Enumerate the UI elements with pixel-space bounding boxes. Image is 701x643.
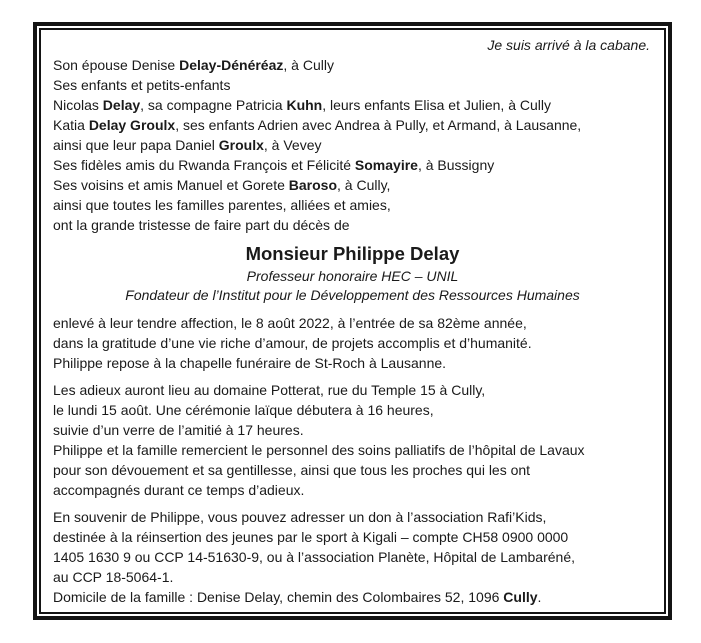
text-segment: , ses enfants Adrien avec Andrea à Pully, et Armand, à Lausanne, bbox=[175, 117, 582, 133]
text-segment: destinée à la réinsertion des jeunes par le sport à Kigali – compte CH58 0900 0000 bbox=[53, 529, 569, 545]
text-line bbox=[53, 175, 652, 195]
bold-name: Baroso bbox=[288, 177, 338, 193]
text-line bbox=[53, 215, 652, 235]
text-line bbox=[53, 460, 652, 480]
death-notice bbox=[39, 28, 666, 614]
deceased-block bbox=[53, 241, 652, 305]
epigraph-quote: Je suis arrivé à la cabane. bbox=[487, 37, 650, 53]
text-line bbox=[53, 507, 652, 527]
bold-name: Cully bbox=[503, 589, 538, 605]
text-segment: Ses fidèles amis du Rwanda François et Félicité bbox=[53, 157, 355, 173]
deceased-name: Monsieur Philippe Delay bbox=[245, 243, 460, 264]
text-segment: dans la gratitude d’une vie riche d’amour, de projets accomplis et d’humanité. bbox=[53, 335, 532, 351]
bold-name: Delay bbox=[102, 97, 141, 113]
text-segment: Katia bbox=[53, 117, 89, 133]
text-line bbox=[53, 480, 652, 500]
text-line bbox=[53, 567, 652, 587]
text-line bbox=[53, 313, 652, 333]
bold-name: Somayire bbox=[354, 157, 418, 173]
bold-name: Delay-Dénéréaz bbox=[179, 57, 284, 73]
text-segment: Ses voisins et amis Manuel et Gorete bbox=[53, 177, 289, 193]
text-line bbox=[53, 353, 652, 373]
bold-name: Kuhn bbox=[286, 97, 323, 113]
text-segment: pour son dévouement et sa gentillesse, ainsi que tous les proches qui les ont bbox=[53, 462, 531, 478]
deceased-title-profession: Professeur honoraire HEC – UNIL bbox=[246, 268, 459, 284]
bold-name: Groulx bbox=[218, 137, 264, 153]
text-line bbox=[53, 115, 652, 135]
text-segment: Ses enfants et petits-enfants bbox=[53, 77, 231, 93]
paragraph-death-details bbox=[53, 313, 652, 373]
text-line bbox=[53, 547, 652, 567]
text-line bbox=[53, 75, 652, 95]
text-line bbox=[53, 380, 652, 400]
text-segment: , sa compagne Patricia bbox=[140, 97, 287, 113]
text-line bbox=[53, 587, 652, 607]
text-line bbox=[53, 400, 652, 420]
text-segment: Philippe repose à la chapelle funéraire de St-Roch à Lausanne. bbox=[53, 355, 447, 371]
bold-name: Delay Groulx bbox=[88, 117, 176, 133]
text-segment: suivie d’un verre de l’amitié à 17 heures. bbox=[53, 422, 304, 438]
text-line bbox=[53, 333, 652, 353]
text-segment: En souvenir de Philippe, vous pouvez adresser un don à l’association Rafi’Kids, bbox=[53, 509, 547, 525]
text-line bbox=[53, 155, 652, 175]
text-segment: , à Bussigny bbox=[417, 157, 495, 173]
text-segment: ont la grande tristesse de faire part du décès de bbox=[53, 217, 350, 233]
text-line bbox=[53, 195, 652, 215]
text-segment: , leurs enfants Elisa et Julien, à Cully bbox=[322, 97, 551, 113]
text-segment: ainsi que toutes les familles parentes, alliées et amies, bbox=[53, 197, 391, 213]
text-segment: enlevé à leur tendre affection, le 8 août 2022, à l’entrée de sa 82ème année, bbox=[53, 315, 527, 331]
text-segment: 1405 1630 9 ou CCP 14-51630-9, ou à l’association Planète, Hôpital de Lambaréné, bbox=[53, 549, 575, 565]
text-segment: , à Vevey bbox=[263, 137, 322, 153]
text-segment: , à Cully, bbox=[337, 177, 391, 193]
text-line bbox=[53, 95, 652, 115]
text-segment: au CCP 18-5064-1. bbox=[53, 569, 174, 585]
paragraph-donations bbox=[53, 507, 652, 607]
text-line bbox=[53, 135, 652, 155]
text-segment: Domicile de la famille : Denise Delay, chemin des Colombaires 52, 1096 bbox=[53, 589, 504, 605]
text-segment: Son épouse Denise bbox=[53, 57, 180, 73]
text-line bbox=[53, 527, 652, 547]
text-segment: accompagnés durant ce temps d’adieux. bbox=[53, 482, 305, 498]
family-list bbox=[53, 55, 652, 235]
text-segment: Les adieux auront lieu au domaine Potterat, rue du Temple 15 à Cully, bbox=[53, 382, 486, 398]
text-segment: ainsi que leur papa Daniel bbox=[53, 137, 219, 153]
text-line bbox=[53, 55, 652, 75]
text-segment: . bbox=[537, 589, 542, 605]
text-segment: Nicolas bbox=[53, 97, 103, 113]
text-segment: Philippe et la famille remercient le personnel des soins palliatifs de l’hôpital de Lavaux bbox=[53, 442, 585, 458]
notice-outer-border bbox=[33, 22, 672, 620]
deceased-title-founder: Fondateur de l’Institut pour le Développement des Ressources Humaines bbox=[125, 287, 580, 303]
text-segment: le lundi 15 août. Une cérémonie laïque débutera à 16 heures, bbox=[53, 402, 434, 418]
text-line bbox=[53, 440, 652, 460]
text-line bbox=[53, 420, 652, 440]
text-segment: , à Cully bbox=[283, 57, 334, 73]
paragraph-ceremony bbox=[53, 380, 652, 500]
